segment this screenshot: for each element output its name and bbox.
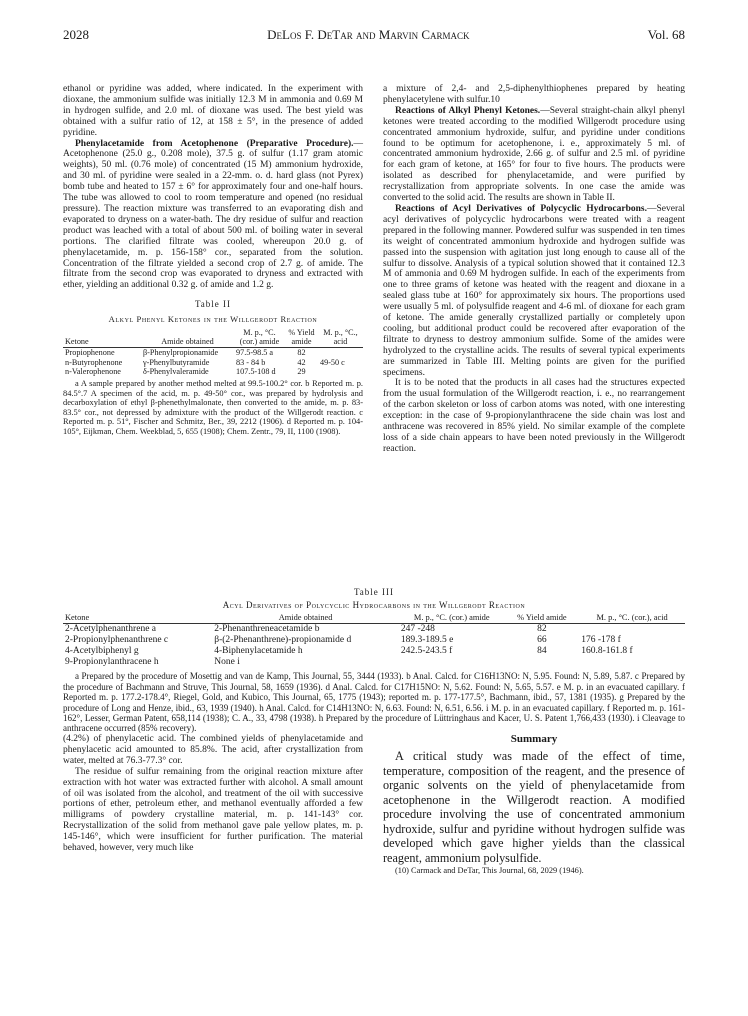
page-number: 2028 (63, 27, 89, 42)
table-row: 4-Acetylbiphenyl g 4-Biphenylacetamide h 242.5-243.5 f 84 160.8-161.8 f (65, 646, 633, 657)
table3-caption: Acyl Derivatives of Polycyclic Hydrocarbons in the Willgerodt Reaction (222, 600, 526, 610)
summary-title: Summary (510, 733, 558, 745)
table2-caption: Alkyl Phenyl Ketones in the Willgerodt Reaction (108, 314, 318, 325)
table3 (63, 613, 685, 668)
section-heading: Phenylacetamide from Acetophenone (Preparative Procedure). (75, 138, 354, 149)
table2-title: Table II (194, 299, 232, 310)
paragraph: Reactions of Alkyl Phenyl Ketones.—Several straight-chain alkyl phenyl ketones were treated according to the modified Willgerodt procedure using concentrated ammonium hydroxide, sulfur, and pyridine under conditions found to be optimum for acetophenone, i. e., approximately 5 ml. of concentrated ammonium hydroxide, 2.66 g. of sulfur and 2.5 ml. of pyridine for each gram of ketone, at 165° for four to five hours. The products were isolated as described for phenylacetamide, and were purified by recrystallization from appropriate solvents. In one case the amide was converted to the solid acid. The results are shown in Table II. (383, 105, 685, 204)
table2 (63, 328, 363, 376)
summary-section (383, 734, 685, 876)
table-row: n-Butyrophenone γ-Phenylbutyramide 83 - 84 b 42 49-50 c (65, 357, 345, 367)
table-header-row: Ketone Amide obtained M. p., °C. (cor.) amide % Yield amide M. p., °C. (cor.), acid (63, 613, 685, 624)
section-heading: Reactions of Alkyl Phenyl Ketones. (395, 105, 541, 116)
table3-footnotes: a Prepared by the procedure of Mosettig and van de Kamp, This Journal, 55, 3444 (1933). b Anal. Calcd. for C16H13NO: N, 5.95. Found: N, 5.89, 5.87. c Prepared by the procedure of Bachmann and Struve, This Journal, 58, 1659 (1936). d Anal. Calcd. for C17H15NO: N, 5.62. Found: N, 5.65, 5.57. e M. p. in an evacuated capillary. f Reported m. p. 177.2-178.4°, Riegel, Gold, and Kubico, This Journal, 65, 1775 (1943); reported m. p. 177-177.5°, Bachmann, ibid., 57, 1381 (1935). g Prepared by the procedure of Long and Henze, ibid., 63, 1939 (1940). h Anal. Calcd. for C14H13NO: N, 6.63. Found: N, 6.51, 6.56. i M. p. in an evacuated capillary. f Reported m. p. 161-162°, Lesser, German Patent, 658,114 (1938); C. A., 33, 4798 (1938). h Prepared by the procedure of Lüttringhaus and Kacer, U. S. Patent 1,766,433 (1930). i Cleavage to anthracene occurred (85% recovery). (63, 671, 685, 734)
table-row: 2-Acetylphenanthrene a 2-Phenanthreneacetamide b 247 -248 82 (65, 624, 547, 635)
left-column-bottom (63, 734, 363, 854)
table3-block (63, 587, 685, 734)
section-heading: Reactions of Acyl Derivatives of Polycyclic Hydrocarbons. (395, 203, 647, 214)
paragraph: a mixture of 2,4- and 2,5-diphenylthiophenes prepared by heating phenylacetylene with sulfur.10 (383, 84, 685, 105)
paragraph: It is to be noted that the products in all cases had the structures expected from the usual formulation of the Willgerodt reaction, i. e., no rearrangement of the carbon skeleton or loss of carbon atoms was noted, with one interesting exception: in the case of 9-propionylanthracene the side chain was lost and anthracene was recovered in 85% yield. No similar example of the complete loss of a side chain appears to have been noted previously in the Willgerodt reaction. (383, 378, 685, 454)
paragraph: (4.2%) of phenylacetic acid. The combined yields of phenylacetamide and phenylacetic acid amounted to 85.8%. The acid, after crystallization from water, melted at 76.3-77.3° cor. (63, 734, 363, 766)
table-row: 2-Propionylphenanthrene c β-(2-Phenanthrene)-propionamide d 189.3-189.5 e 66 176 -178 f (65, 635, 621, 646)
table-row: 9-Propionylanthracene h None i (65, 657, 240, 668)
table-row: Propiophenone β-Phenylpropionamide 97.5-98.5 a 82 (65, 348, 306, 358)
volume-label: Vol. 68 (647, 27, 685, 42)
left-column-top (63, 84, 363, 437)
reference-note: (10) Carmack and DeTar, This Journal, 68, 2029 (1946). (395, 865, 584, 875)
paragraph: Phenylacetamide from Acetophenone (Preparative Procedure).—Acetophenone (25.0 g., 0.208 mole), 37.5 g. of sulfur (1.17 gram atomic weights), 50 ml. (0.76 mole) of concentrated (15 M) ammonium hydroxide, and 30 ml. of pyridine were sealed in a 22-mm. o. d. hard glass (not Pyrex) bomb tube and heated to 157 ± 6° for approximately four and one-half hours. The tube was allowed to cool to room temperature and opened (no residual pressure). The reaction mixture was transferred to an evaporating dish and evaporated to dryness on a water-bath. The dry residue of sulfur and reaction product was leached with a total of about 500 ml. of boiling water in several portions. The clarified filtrate was cooled, whereupon 20.0 g. of phenylacetamide, m. p. 156-158° cor., separated from the solution. Concentration of the filtrate yielded a second crop of 2.7 g. of amide. The filtrate from the second crop was evaporated to dryness and extracted with ether, yielding an additional 0.32 g. of amide and 1.2 g. (63, 138, 363, 291)
running-authors: DeLos F. DeTar and Marvin Carmack (267, 27, 470, 42)
table-row: n-Valerophenone δ-Phenylvaleramide 107.5-108 d 29 (65, 366, 306, 376)
summary-text: A critical study was made of the effect of time, temperature, composition of the reagent, and the presence of organic solvents on the yield of phenylacetamide from acetophenone in the Willgerodt reaction. A modified procedure involving the use of concentrated ammonium hydroxide, sulfur and pyridine without hydrogen sulfide was developed which gave higher yields than the classical reagent, ammonium polysulfide. (383, 748, 685, 866)
table-header-row: Ketone Amide obtained M. p., °C. (cor.) amide % Yield amide M. p., °C., acid (63, 328, 363, 348)
table3-title: Table III (353, 587, 395, 597)
paragraph: The residue of sulfur remaining from the original reaction mixture after extraction with hot water was extracted further with alcohol. A small amount of oil was isolated from the alcohol, and treatment of the oil with successive portions of ether, petroleum ether, and methanol eventually afforded a few milligrams of powdery crystalline material, m. p. 141-143° cor. Recrystallization of the solid from methanol gave pale yellow plates, m. p. 145-146°, which were insufficient for further purification. The material behaved, however, very much like (63, 766, 363, 854)
table2-footnotes: a A sample prepared by another method melted at 99.5-100.2° cor. b Reported m. p. 84.5°.7 A specimen of the acid, m. p. 49-50° cor., was prepared by hydrolysis and decarboxylation of ethyl β-phenethylmalonate, then converted to the amide, m. p. 83-83.5° cor., not depressed by admixture with the product of the Willgerodt reaction. c Reported m. p. 51°, Fischer and Schmitz, Ber., 39, 2212 (1906). d Reported m. p. 104-105°, Eijkman, Chem. Weekblad, 5, 655 (1908); Chem. Zentr., 79, II, 1100 (1908). (63, 379, 363, 437)
paragraph: ethanol or pyridine was added, where indicated. In the experiment with dioxane, the ammonium sulfide was initially 12.3 M in ammonia and 0.69 M in hydrogen sulfide, and 2.0 ml. of dioxane was used. The best yield was obtained with a sulfur ratio of 12, at 158 ± 5°, in the presence of added pyridine. (63, 84, 363, 138)
page-header (63, 27, 685, 47)
paragraph: Reactions of Acyl Derivatives of Polycyclic Hydrocarbons.—Several acyl derivatives of polycyclic hydrocarbons were treated with a reagent prepared in the following manner. Powdered sulfur was suspended in ten times its weight of concentrated ammonium hydroxide and hydrogen sulfide was passed into the suspension with agitation just long enough to cause all of the sulfur to dissolve. Analysis of a typical solution showed that it contained 12.3 M of ammonia and 0.69 M hydrogen sulfide. In each of the experiments from one to three grams of ketone was heated with the reagent and dioxane in a sealed glass tube at 160° for approximately six hours. The proportions used were usually 5 ml. of polysulfide reagent and 4-6 ml. of dioxane for each gram of ketone. The amide generally crystallized partially or completely upon cooling, but additional product could be recovered after evaporation of the filtrate to dryness to destroy ammonium sulfide. Some of the amides were hydrolyzed to the crystalline acids. The results of several typical experiments are summarized in Table III. Melting points are given for the purified specimens. (383, 203, 685, 378)
right-column-top (383, 84, 685, 455)
